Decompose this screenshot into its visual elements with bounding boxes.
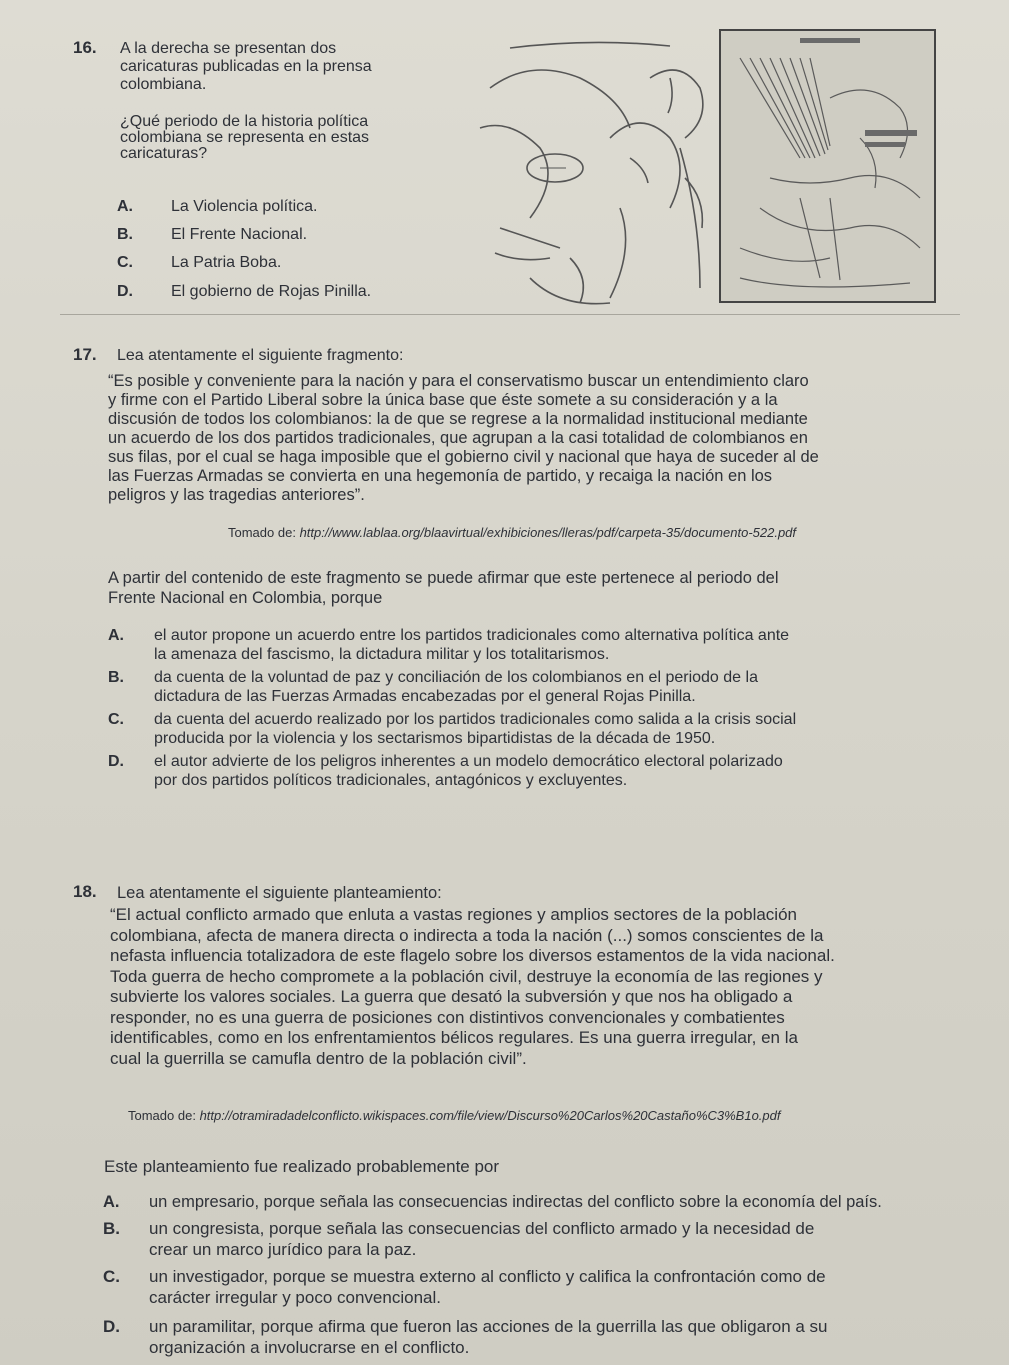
option-line: por dos partidos políticos tradicionales, antagónicos y excluyentes. — [154, 772, 628, 789]
option-18-a[interactable] — [103, 1192, 993, 1212]
option-letter: B. — [103, 1219, 120, 1238]
option-text: El Frente Nacional. — [171, 226, 308, 243]
option-text: La Violencia política. — [171, 198, 318, 215]
option-letter: A. — [108, 627, 124, 644]
option-17-c[interactable] — [108, 710, 953, 748]
option-18-d[interactable] — [103, 1316, 993, 1358]
quote-line: “El actual conflicto armado que enluta a vastas regiones y amplios sectores de la población — [110, 905, 797, 924]
question-18-prompt: Lea atentamente el siguiente planteamiento: — [117, 884, 442, 902]
quote-line: identificables, como en los enfrentamientos bélicos regulares. Es una guerra irregular, en la — [110, 1028, 798, 1047]
option-16-d[interactable] — [117, 282, 371, 301]
question-17-prompt: Lea atentamente el siguiente fragmento: — [117, 347, 404, 364]
quote-line: sus filas, por el cual se haga imposible que el gobierno civil y nacional que haya de suceder al de — [108, 448, 819, 466]
option-line: crear un marco jurídico para la paz. — [149, 1240, 417, 1259]
option-line: el autor advierte de los peligros inherentes a un modelo democrático electoral polarizado — [154, 753, 783, 770]
question-17-stem — [108, 568, 948, 608]
option-line: dictadura de las Fuerzas Armadas encabezadas por el general Rojas Pinilla. — [154, 688, 696, 705]
question-16-number: 16. — [73, 38, 97, 57]
option-letter: C. — [117, 254, 133, 271]
quote-line: responder, no es una guerra de posiciones con distintivos convencionales y combatientes — [110, 1007, 785, 1027]
quote-line: un acuerdo de los dos partidos tradicionales, que agrupan a la casi totalidad de colombianos en — [108, 429, 808, 447]
option-17-d[interactable] — [108, 752, 953, 790]
option-line: la amenaza del fascismo, la dictadura militar y los totalitarismos. — [154, 646, 610, 663]
quote-line: nefasta influencia totalizadora de este flagelo sobre los diversos estamentos de la vida nacional. — [110, 946, 835, 965]
source-lead: Tomado de: — [128, 1108, 196, 1123]
option-16-a[interactable] — [117, 197, 317, 216]
option-letter: D. — [103, 1317, 120, 1336]
option-18-b[interactable] — [103, 1218, 993, 1260]
source-link[interactable]: http://otramiradadelconflicto.wikispaces.com/file/view/Discurso%20Carlos%20Castaño%C3%B1o.pdf — [199, 1108, 781, 1123]
question-16-intro — [120, 40, 420, 94]
option-letter: B. — [108, 669, 124, 686]
intro-line: A la derecha se presentan dos — [120, 40, 337, 57]
caricatures-image — [470, 18, 950, 318]
option-line: un empresario, porque señala las consecuencias indirectas del conflicto sobre la economía del país. — [149, 1193, 882, 1211]
quote-line: peligros y las tragedias anteriores”. — [108, 486, 365, 504]
divider — [60, 314, 960, 315]
option-text: La Patria Boba. — [171, 254, 282, 271]
option-letter: C. — [108, 711, 124, 728]
option-18-c[interactable] — [103, 1266, 993, 1308]
option-16-c[interactable] — [117, 253, 281, 272]
question-16-question — [120, 114, 420, 162]
quote-line: y firme con el Partido Liberal sobre la única base que éste somete a su consideración y a la — [108, 391, 778, 409]
stem-line: Frente Nacional en Colombia, porque — [108, 589, 383, 607]
option-17-a[interactable] — [108, 626, 953, 664]
option-letter: D. — [108, 753, 124, 770]
option-line: el autor propone un acuerdo entre los partidos tradicionales como alternativa política ante — [154, 627, 790, 644]
option-line: producida por la violencia y los sectarismos bipartidistas de la década de 1950. — [154, 730, 716, 747]
option-line: un investigador, porque se muestra externo al conflicto y califica la confrontación como de — [149, 1267, 826, 1286]
question-18-stem: Este planteamiento fue realizado probablemente por — [104, 1157, 500, 1176]
option-letter: B. — [117, 226, 133, 243]
caricature-left — [480, 42, 703, 303]
option-line: un paramilitar, porque afirma que fueron las acciones de la guerrilla las que obligaron a su — [149, 1317, 828, 1336]
quote-line: cual la guerrilla se camufla dentro de la población civil”. — [110, 1048, 527, 1068]
question-17-number: 17. — [73, 345, 97, 364]
question-17-source — [228, 525, 958, 540]
source-link[interactable]: http://www.lablaa.org/blaavirtual/exhibiciones/lleras/pdf/carpeta-35/documento-522.pdf — [299, 525, 797, 540]
caricature-right — [720, 30, 935, 302]
option-letter: A. — [117, 198, 133, 215]
question-18-number: 18. — [73, 882, 97, 901]
quote-line: las Fuerzas Armadas se convierta en una hegemonía de partido, y recaiga la nación en los — [108, 467, 773, 485]
option-line: da cuenta del acuerdo realizado por los partidos tradicionales como salida a la crisis social — [154, 711, 797, 728]
question-line: colombiana se representa en estas — [120, 129, 370, 146]
option-line: da cuenta de la voluntad de paz y conciliación de los colombianos en el periodo de la — [154, 669, 758, 686]
question-line: ¿Qué periodo de la historia política — [120, 113, 369, 130]
question-line: caricaturas? — [120, 145, 208, 162]
option-text: El gobierno de Rojas Pinilla. — [171, 283, 372, 300]
option-line: un congresista, porque señala las consecuencias del conflicto armado y la necesidad de — [149, 1219, 815, 1238]
option-letter: C. — [103, 1267, 120, 1286]
quote-line: Toda guerra de hecho compromete a la población civil, destruye la economía de las regiones y — [110, 966, 823, 986]
intro-line: caricaturas publicadas en la prensa — [120, 58, 372, 75]
question-18-quote — [110, 905, 970, 1069]
option-line: carácter irregular y poco convencional. — [149, 1288, 441, 1307]
intro-line: colombiana. — [120, 76, 207, 93]
quote-line: “Es posible y conveniente para la nación y para el conservatismo buscar un entendimiento claro — [108, 372, 809, 390]
option-letter: D. — [117, 283, 133, 300]
quote-line: subvierte los valores sociales. La guerra que desató la subversión y que nos ha obligado a — [110, 987, 793, 1006]
stem-line: A partir del contenido de este fragmento se puede afirmar que este pertenece al periodo del — [108, 569, 779, 587]
option-letter: A. — [103, 1193, 120, 1211]
question-18-source — [128, 1108, 978, 1123]
option-17-b[interactable] — [108, 668, 953, 706]
quote-line: discusión de todos los colombianos: la de que se regrese a la normalidad institucional mediante — [108, 410, 808, 428]
question-17-quote — [108, 372, 938, 505]
source-lead: Tomado de: — [228, 525, 296, 540]
quote-line: colombiana, afecta de manera directa o indirecta a toda la nación (...) somos conscientes de la — [110, 925, 824, 945]
option-line: organización a involucrarse en el conflicto. — [149, 1338, 470, 1357]
option-16-b[interactable] — [117, 225, 307, 244]
